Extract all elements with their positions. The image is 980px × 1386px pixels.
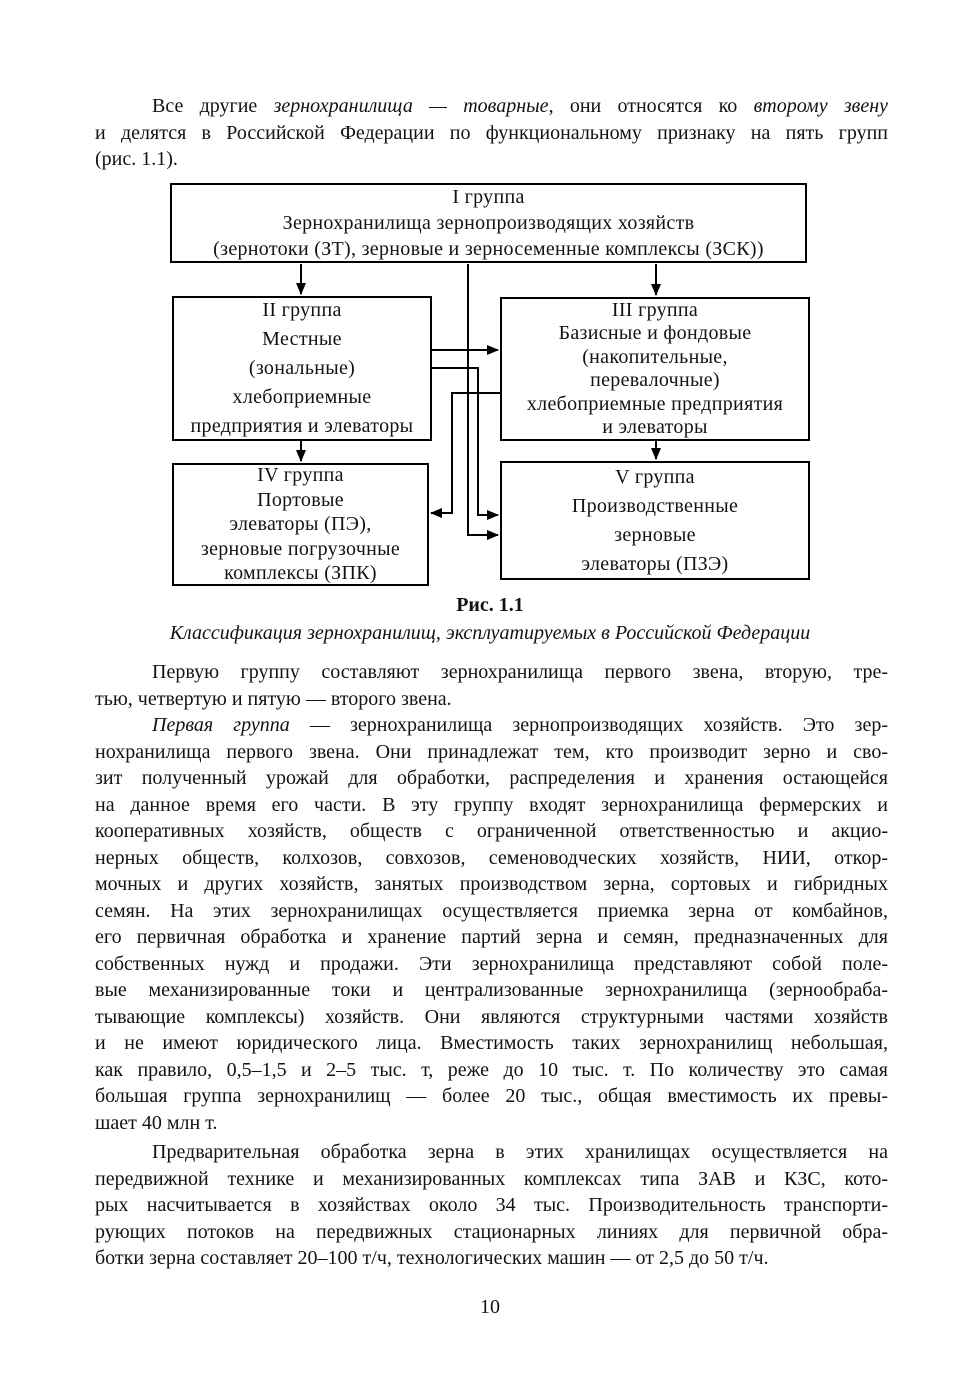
text-segment: вые механизированные токи и централизованные зернохранилища (зернообраба- [95,979,888,1001]
text-line [95,1219,888,1246]
text-segment: Производственные [571,494,739,517]
text-segment: V группа [615,465,695,488]
text-line [95,818,888,845]
text-segment: II группа [262,299,342,321]
text-segment: Базисные и фондовые [558,322,752,344]
text-segment: ботки зерна составляет 20–100 т/ч, технологических машин — от 2,5 до 50 т/ч. [95,1247,769,1269]
text-segment: его первичная обработка и хранение партий зерна и семян, предназначенных для [95,926,888,948]
text-line [95,659,888,686]
figure-box-group-3 [500,297,810,441]
text-line [172,210,805,236]
text-line [95,120,888,147]
text-segment: как правило, 0,5–1,5 и 2–5 тыс. т, реже до 10 тыс. т. По количеству это самая [95,1058,888,1081]
italic-text-segment: второму звену [753,95,888,117]
text-segment: рых насчитывается в хозяйствах около 34 тыс. Производительность транспорти- [95,1194,888,1216]
text-line [174,463,427,488]
text-segment: (рис. 1.1). [95,148,178,170]
text-line [174,383,430,412]
text-line [174,354,430,383]
figure-box-group-2 [172,296,432,441]
arrow-III-to-IV [431,393,500,513]
text-segment: кооперативных хозяйств, обществ с ограниченной ответственностью и акцио- [95,820,888,842]
text-line [174,296,430,325]
text-line [95,712,888,739]
text-segment: Портовые [257,488,344,511]
text-line [95,739,888,766]
text-line [95,792,888,819]
text-segment: нерных обществ, колхозов, совхозов, семеноводческих хозяйств, НИИ, откор- [95,846,888,869]
text-segment: Все другие [152,95,274,117]
figure-box-group-1 [170,183,807,263]
text-segment: семян. На этих зернохранилищах осуществляется приемка зерна от комбайнов, [95,899,888,922]
text-segment: III группа [611,298,699,321]
text-segment: зерновые погрузочные [200,537,401,560]
text-segment: (зернотоки (ЗТ), зерновые и зерносеменные комплексы (ЗСК)) [213,238,764,260]
text-segment: Зернохранилища зернопроизводящих хозяйств [282,212,695,234]
arrow-I-to-V [468,264,498,535]
text-line [95,765,888,792]
text-line [95,93,888,120]
figure-box-group-4 [172,463,429,586]
page-number: 10 [480,1296,500,1318]
text-line [174,561,427,586]
text-line [95,898,888,925]
text-segment: большая группа зернохранилищ — более 20 тыс., общая вместимость их превы- [95,1085,888,1107]
text-segment: (накопительные, [582,345,728,368]
text-segment: и элеваторы [602,416,708,438]
text-segment: тывающие комплексы) хозяйств. Они являются структурными частями хозяйств [95,1005,888,1028]
text-segment: Предварительная обработка зерна в этих хранилищах осуществляется на [152,1141,888,1163]
text-line [502,463,808,492]
text-line [95,1083,888,1110]
text-line [95,686,888,713]
text-line [502,299,808,323]
text-segment: I группа [452,186,525,208]
italic-text-segment: Первая группа [152,714,290,736]
text-line [95,1030,888,1057]
text-segment: элеваторы (ПЗЭ) [581,552,729,575]
text-line [172,236,805,262]
text-segment: зит полученный урожай для обработки, распределения и хранения остающейся [95,767,888,789]
paragraph-after-figure [95,659,888,712]
text-segment: комплексы (ЗПК) [224,562,377,585]
text-line [95,146,888,173]
text-line [502,521,808,550]
text-segment: — зернохранилища зернопроизводящих хозяйств. Это зер- [289,714,888,736]
text-segment: тью, четвертую и пятую — второго звена. [95,687,452,710]
text-segment: хлебоприемные предприятия [526,392,784,415]
text-line [502,393,808,417]
text-line [95,1245,888,1272]
text-line [174,488,427,513]
paragraph-first-group [95,712,888,1136]
text-segment: передвижной технике и механизированных комплексах типа ЗАВ и КЗС, кото- [95,1167,888,1190]
text-line [502,369,808,393]
text-segment: нохранилища первого звена. Они принадлежат тем, кто производит зерно и сво- [95,740,888,763]
text-line [95,924,888,951]
text-segment: Местные [262,328,342,350]
text-line [174,412,430,441]
text-line [95,1139,888,1166]
text-line [95,1057,888,1084]
figure-box-group-5 [500,461,810,580]
text-line [174,325,430,354]
text-line [95,1166,888,1193]
text-line [172,184,805,210]
text-line [95,1110,888,1137]
text-segment: хлебоприемные [232,386,372,408]
text-segment: перевалочные) [590,369,720,391]
text-line [95,977,888,1004]
text-line [95,1192,888,1219]
italic-text-segment: зернохранилища — товарные [273,95,549,117]
figure-caption-text: Классификация зернохранилищ, эксплуатируемых в Российской Федерации [169,622,811,644]
text-line [174,512,427,537]
text-line [174,537,427,562]
figure-connectors [0,0,980,600]
text-segment: предприятия и элеваторы [190,415,414,437]
text-segment: на данное время его части. В эту группу входят зернохранилища фермерских и [95,793,888,816]
text-segment: шает 40 млн т. [95,1111,218,1134]
figure-caption-label: Рис. 1.1 [456,594,524,616]
text-segment: элеваторы (ПЭ), [229,513,372,536]
text-segment: IV группа [257,464,344,487]
text-segment: собственных нужд и продажи. Эти зернохранилища представляют собой поле- [95,952,888,975]
text-segment: , они относятся ко [548,95,754,117]
text-line [95,1004,888,1031]
text-segment: Первую группу составляют зернохранилища первого звена, вторую, тре- [152,661,888,683]
text-segment: мочных и других хозяйств, занятых производством зерна, сортовых и гибридных [95,873,888,895]
text-line [502,346,808,370]
text-line [502,550,808,579]
text-line [95,871,888,898]
arrow-II-to-V [432,368,498,515]
text-segment: и не имеют юридического лица. Вместимость таких зернохранилищ небольшая, [95,1032,888,1054]
intro-paragraph [95,93,888,173]
paragraph-preprocessing [95,1139,888,1272]
text-line [502,492,808,521]
text-segment: (зональные) [248,357,356,379]
text-line [502,416,808,440]
text-segment: рующих потоков на передвижных стационарных линиях для первичной обра- [95,1220,888,1243]
text-segment: зерновые [614,523,696,546]
text-segment: и делятся в Российской Федерации по функциональному признаку на пять групп [95,121,888,144]
text-line [502,322,808,346]
text-line [95,845,888,872]
text-line [95,951,888,978]
